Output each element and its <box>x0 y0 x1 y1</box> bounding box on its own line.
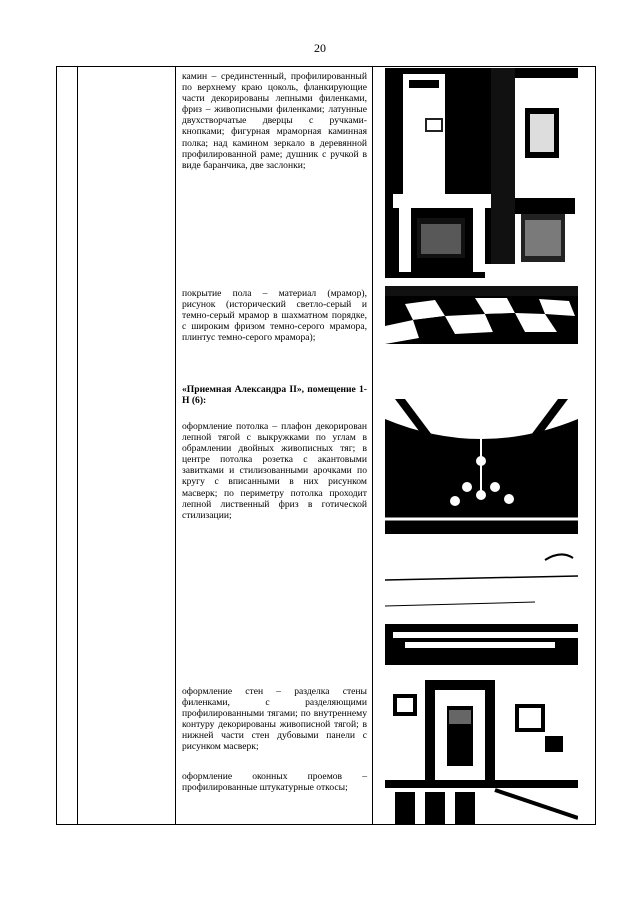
column-divider-3 <box>372 67 373 824</box>
fireplace-photo <box>385 68 578 278</box>
floor-description: покрытие пола – материал (мрамор), рисунок (исторический светло-серый и темно-серый мрамор в шахматном порядке, с широким фризом темно-серого мрамора, плинтус темно-серого мрамора); <box>182 288 367 344</box>
frieze-photo <box>385 540 578 665</box>
ceiling-photo <box>385 399 578 534</box>
fireplace-description: камин – срединстенный, профилированный по верхнему краю цоколь, фланкирующие части декорированы лепными филенками, фриз – живописными филенками; латунные двухстворчатые дверцы с ручками-кнопками; фигурная мраморная каминная полка; над камином зеркало в деревянной профилированной раме; душник с ручкой в виде баранчика, две заслонки; <box>182 71 367 171</box>
walls-photo <box>385 680 578 824</box>
column-divider-1 <box>77 67 78 824</box>
page-number: 20 <box>314 41 326 55</box>
column-divider-2 <box>175 67 176 824</box>
windows-description: оформление оконных проемов – профилированные штукатурные откосы; <box>182 771 367 794</box>
floor-photo <box>385 286 578 344</box>
ceiling-description: оформление потолка – плафон декорирован лепной тягой с выкружками по углам в обрамлении двойных живописных тяг; в центре потолка розетка с акантовыми завитками и стилизованными арочками по кругу с вписанными в них рисунком масверк; по периметру потолка проходит лепной лиственный фриз в готической стилизации; <box>182 421 367 521</box>
room-heading: «Приемная Александра II», помещение 1-Н (6): <box>182 384 367 407</box>
walls-description: оформление стен – разделка стены филенками, с разделяющими профилированными тягами; по внутреннему контуру декорированы живописной тягой; в нижней части стен дубовыми панели с рисунком масверк; <box>182 686 367 753</box>
